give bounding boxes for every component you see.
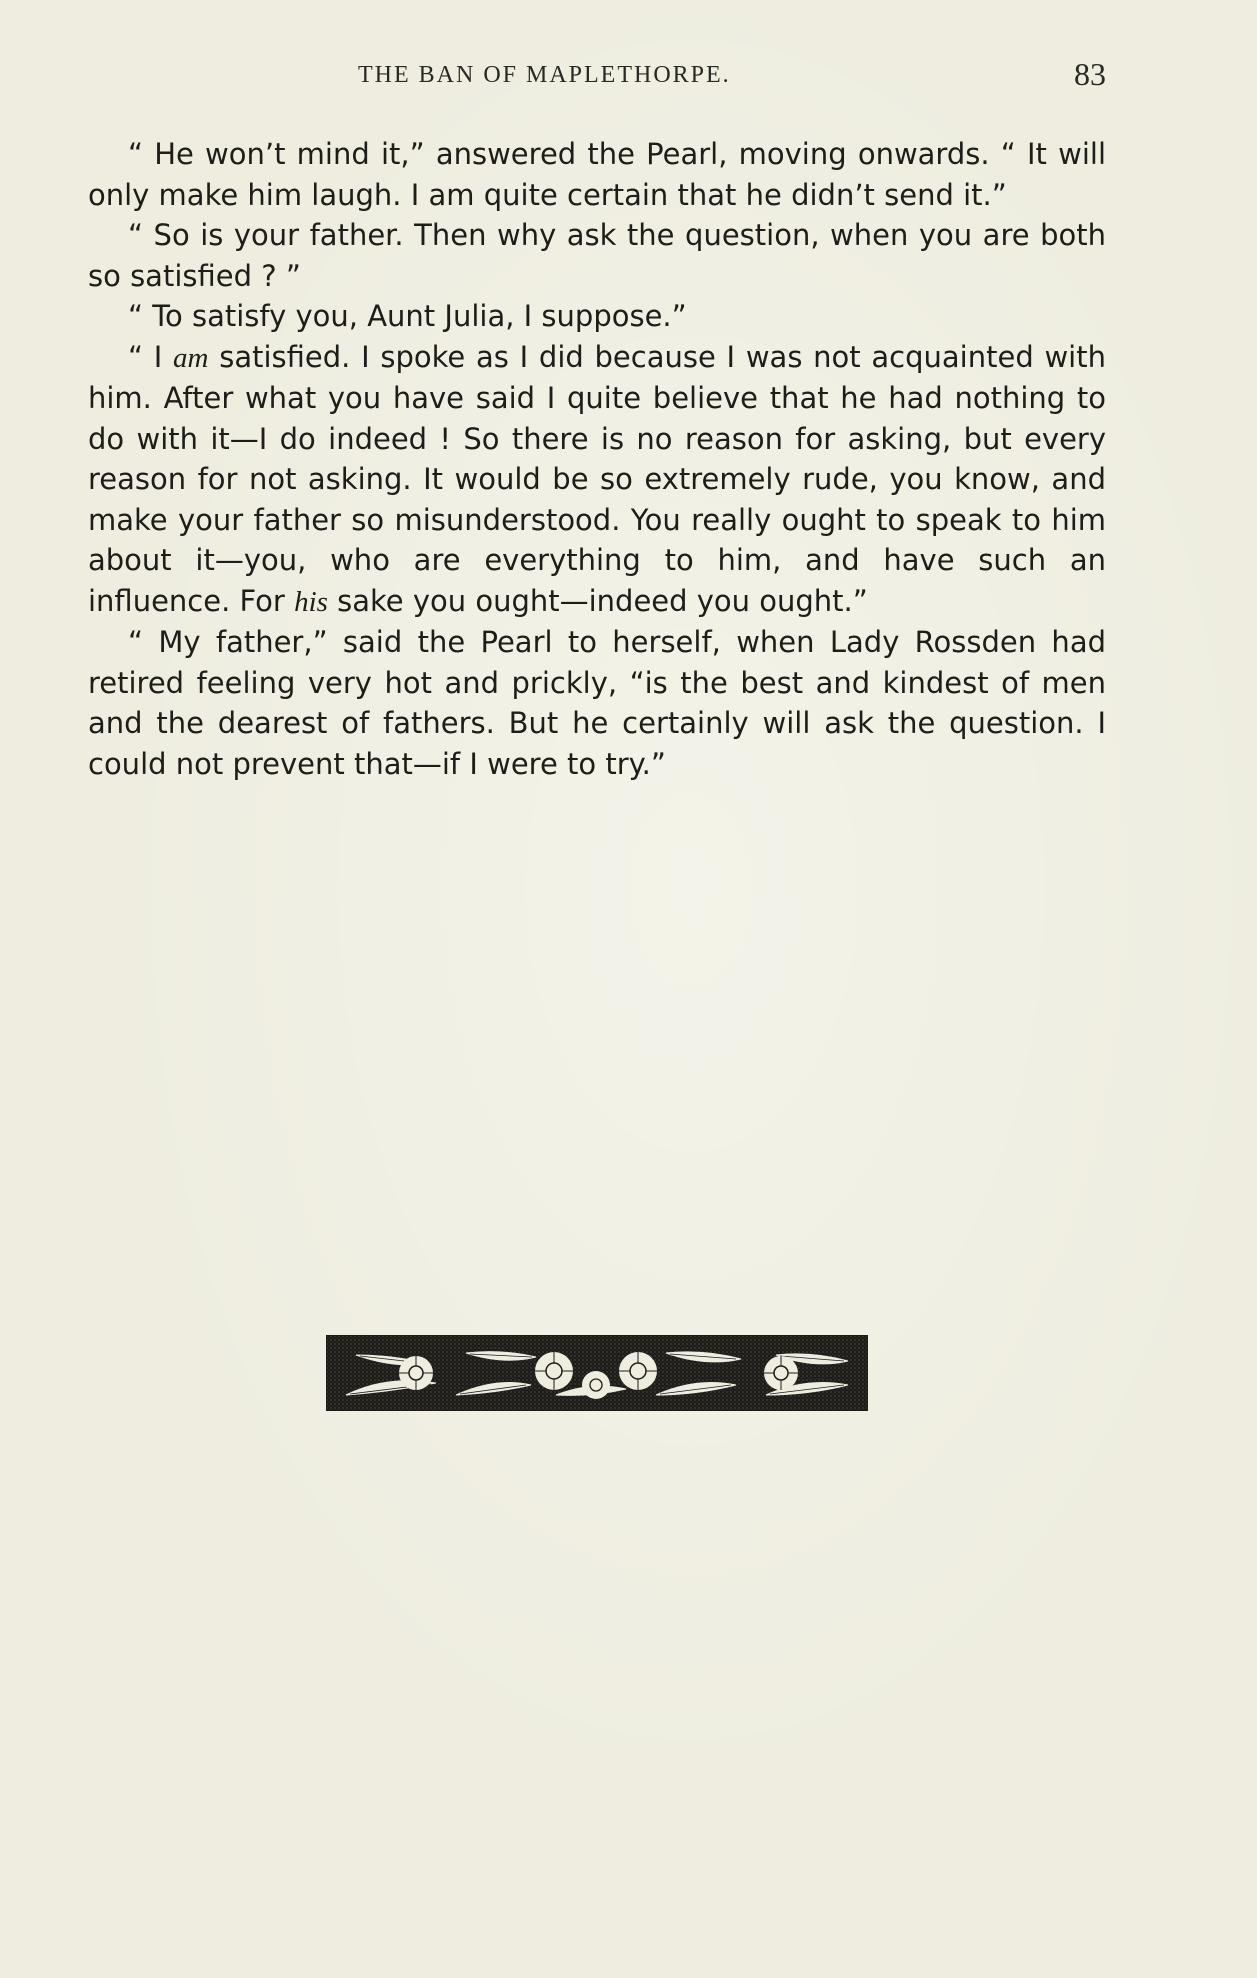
paragraph-1: “ He won’t mind it,” answered the Pearl, moving onwards. “ It will only make him laugh. I am quite certain that he didn’t send it.” <box>88 137 1106 212</box>
paragraph-4-emphasis-2: his <box>294 585 328 618</box>
body-text <box>88 134 1106 784</box>
paragraph-3: “ To satisfy you, Aunt Julia, I suppose.” <box>128 299 687 333</box>
floral-ornament-icon <box>326 1335 868 1411</box>
paragraph-4-emphasis-1: am <box>173 341 209 374</box>
paragraph-5: “ My father,” said the Pearl to herself, when Lady Rossden had retired feeling very hot and prickly, “is the best and kindest of men and the dearest of fathers. But he certainly will ask the question. I could not prevent that—if I were to try.” <box>88 625 1106 781</box>
running-title: THE BAN OF MAPLETHORPE. <box>358 62 731 88</box>
floral-tailpiece-ornament <box>326 1335 868 1411</box>
paragraph-2: “ So is your father. Then why ask the question, when you are both so satisfied ? ” <box>88 218 1106 293</box>
paragraph-4 <box>88 337 1106 623</box>
paragraph-4-part-3: sake you ought—indeed you ought.” <box>327 583 868 618</box>
running-head <box>88 56 1106 96</box>
page-number: 83 <box>1074 56 1106 92</box>
paragraph-4-part-2: satisfied. I spoke as I did because I was not acquainted with him. After what you have said I quite believe that he had nothing to do with it—I do indeed ! So there is no reason for asking, but every reason for not asking. It would be so extremely rude, you know, and make your father so misunderstood. You really ought to speak to him about it—you, who are everything to him, and have such an influence. For <box>88 339 1106 618</box>
paragraph-4-part-1: “ I <box>128 339 174 374</box>
